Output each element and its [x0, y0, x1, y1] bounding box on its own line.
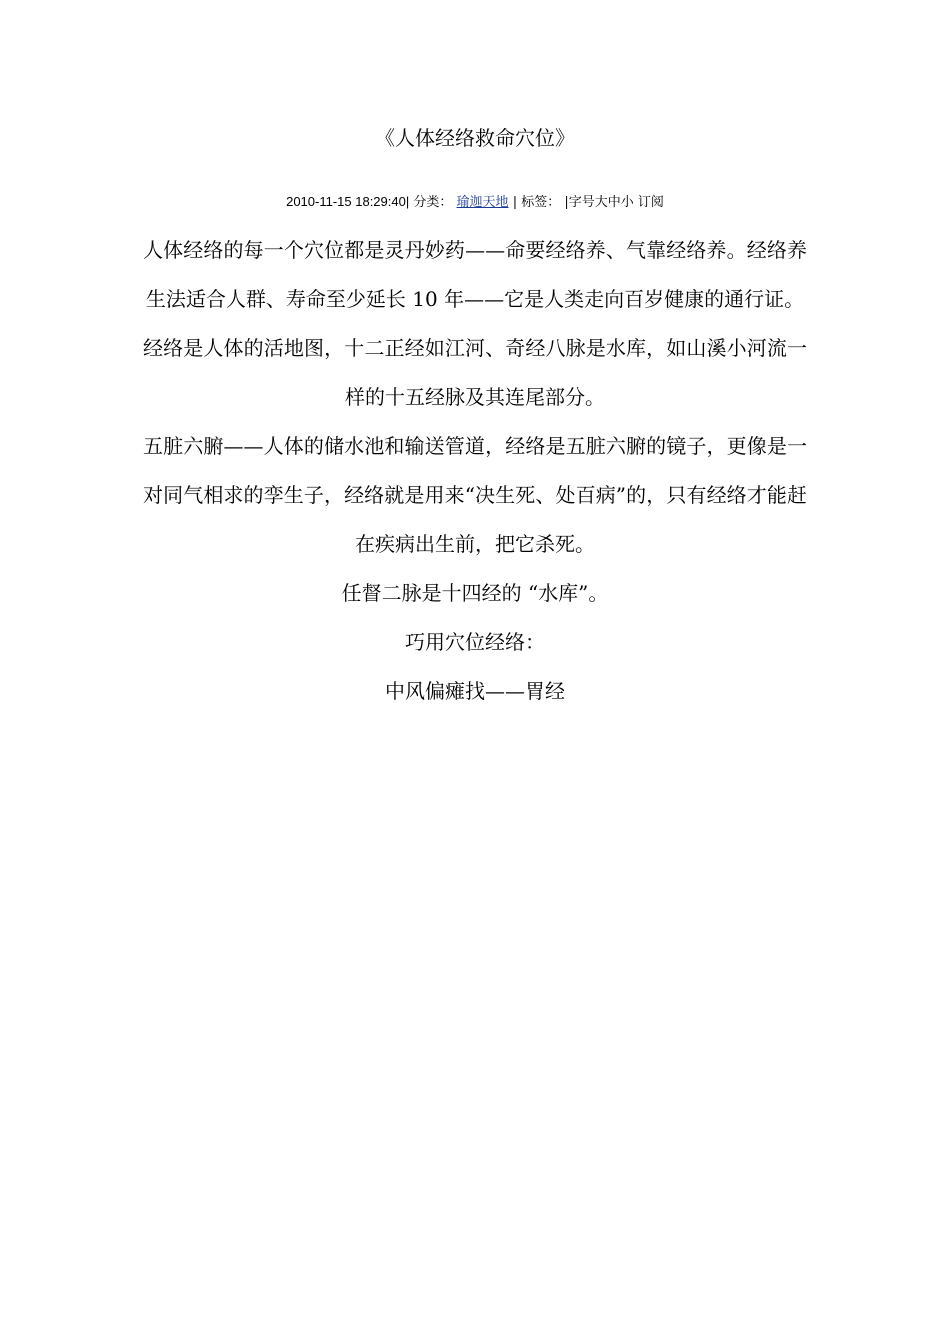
tags-label: 标签：: [521, 195, 561, 210]
document-title: 《人体经络救命穴位》: [375, 126, 575, 150]
paragraph-stroke-tip: 中风偏瘫找——胃经: [385, 679, 565, 703]
paragraph-acupoints-intro: 人体经络的每一个穴位都是灵丹妙药——命要经络养、气靠经络养。经络养生法适合人群、寿命至少延长 10 年——它是人类走向百岁健康的通行证。: [143, 238, 807, 311]
paragraph-organs: 五脏六腑——人体的储水池和输送管道，经络是五脏六腑的镜子，更像是一对同气相求的孪生子，经络就是用来“决生死、处百病”的，只有经络才能赶在疾病出生前，把它杀死。: [143, 434, 807, 556]
paragraph-usage-heading: 巧用穴位经络：: [405, 630, 545, 654]
paragraph-ren-du: 任督二脉是十四经的 “水库”。: [341, 581, 609, 605]
post-date: 2010-11-15 18:29:40|: [286, 194, 410, 209]
article-body: [143, 226, 807, 716]
post-meta-line: [0, 193, 950, 212]
meta-separator: |: [512, 195, 518, 210]
category-label: 分类：: [413, 195, 453, 210]
font-size-and-subscribe[interactable]: |字号大中小 订阅: [564, 195, 664, 210]
paragraph-meridian-map: 经络是人体的活地图，十二正经如江河、奇经八脉是水库，如山溪小河流一样的十五经脉及其连尾部分。: [143, 336, 807, 409]
category-link[interactable]: 瑜迦天地: [456, 195, 509, 210]
